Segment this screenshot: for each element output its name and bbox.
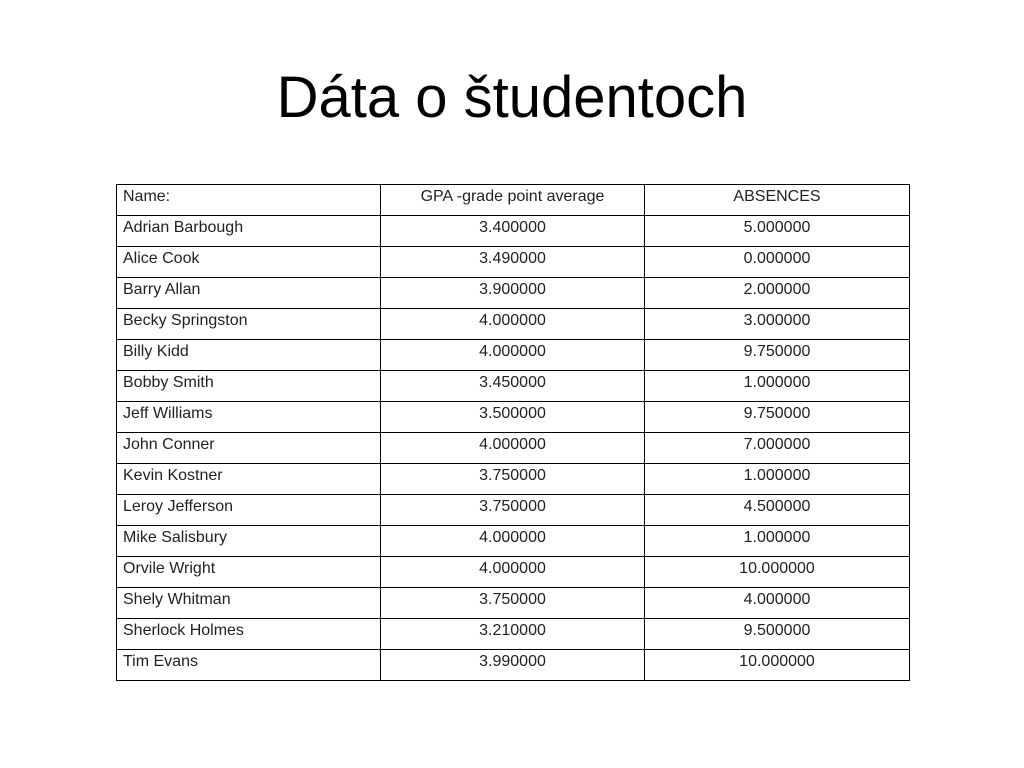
table-row — [117, 340, 910, 371]
cell-gpa: 3.750000 — [381, 495, 645, 526]
cell-name: Shely Whitman — [117, 588, 381, 619]
cell-gpa: 4.000000 — [381, 526, 645, 557]
cell-name: Jeff Williams — [117, 402, 381, 433]
cell-name: Sherlock Holmes — [117, 619, 381, 650]
cell-name: Alice Cook — [117, 247, 381, 278]
cell-gpa: 3.500000 — [381, 402, 645, 433]
cell-absences: 1.000000 — [645, 464, 910, 495]
cell-gpa: 3.750000 — [381, 464, 645, 495]
header-name: Name: — [117, 185, 381, 216]
cell-absences: 10.000000 — [645, 650, 910, 681]
cell-gpa: 3.400000 — [381, 216, 645, 247]
table-row — [117, 216, 910, 247]
cell-absences: 9.500000 — [645, 619, 910, 650]
cell-name: Mike Salisbury — [117, 526, 381, 557]
cell-absences: 4.500000 — [645, 495, 910, 526]
cell-absences: 9.750000 — [645, 340, 910, 371]
table-row — [117, 278, 910, 309]
cell-absences: 4.000000 — [645, 588, 910, 619]
table-row — [117, 495, 910, 526]
cell-absences: 3.000000 — [645, 309, 910, 340]
cell-name: John Conner — [117, 433, 381, 464]
cell-absences: 1.000000 — [645, 371, 910, 402]
table-row — [117, 433, 910, 464]
table-row — [117, 557, 910, 588]
header-absences: ABSENCES — [645, 185, 910, 216]
cell-name: Orvile Wright — [117, 557, 381, 588]
students-table — [116, 184, 910, 681]
cell-absences: 2.000000 — [645, 278, 910, 309]
table-row — [117, 588, 910, 619]
slide-title: Dáta o študentoch — [276, 65, 748, 130]
cell-gpa: 3.450000 — [381, 371, 645, 402]
cell-absences: 0.000000 — [645, 247, 910, 278]
cell-gpa: 3.210000 — [381, 619, 645, 650]
cell-gpa: 3.490000 — [381, 247, 645, 278]
cell-absences: 7.000000 — [645, 433, 910, 464]
cell-gpa: 3.750000 — [381, 588, 645, 619]
cell-gpa: 4.000000 — [381, 433, 645, 464]
cell-gpa: 3.900000 — [381, 278, 645, 309]
table-header — [117, 185, 910, 216]
table-row — [117, 309, 910, 340]
cell-name: Becky Springston — [117, 309, 381, 340]
cell-gpa: 4.000000 — [381, 309, 645, 340]
cell-absences: 1.000000 — [645, 526, 910, 557]
cell-absences: 9.750000 — [645, 402, 910, 433]
cell-absences: 10.000000 — [645, 557, 910, 588]
cell-gpa: 3.990000 — [381, 650, 645, 681]
table-row — [117, 619, 910, 650]
table-row — [117, 526, 910, 557]
table-row — [117, 650, 910, 681]
cell-gpa: 4.000000 — [381, 557, 645, 588]
header-gpa: GPA -grade point average — [381, 185, 645, 216]
cell-name: Kevin Kostner — [117, 464, 381, 495]
cell-absences: 5.000000 — [645, 216, 910, 247]
cell-name: Leroy Jefferson — [117, 495, 381, 526]
cell-name: Tim Evans — [117, 650, 381, 681]
cell-name: Barry Allan — [117, 278, 381, 309]
header-row — [117, 185, 910, 216]
cell-name: Bobby Smith — [117, 371, 381, 402]
cell-name: Billy Kidd — [117, 340, 381, 371]
cell-gpa: 4.000000 — [381, 340, 645, 371]
cell-name: Adrian Barbough — [117, 216, 381, 247]
table-row — [117, 371, 910, 402]
table-row — [117, 402, 910, 433]
table-row — [117, 247, 910, 278]
table-row — [117, 464, 910, 495]
table-body — [117, 216, 910, 681]
